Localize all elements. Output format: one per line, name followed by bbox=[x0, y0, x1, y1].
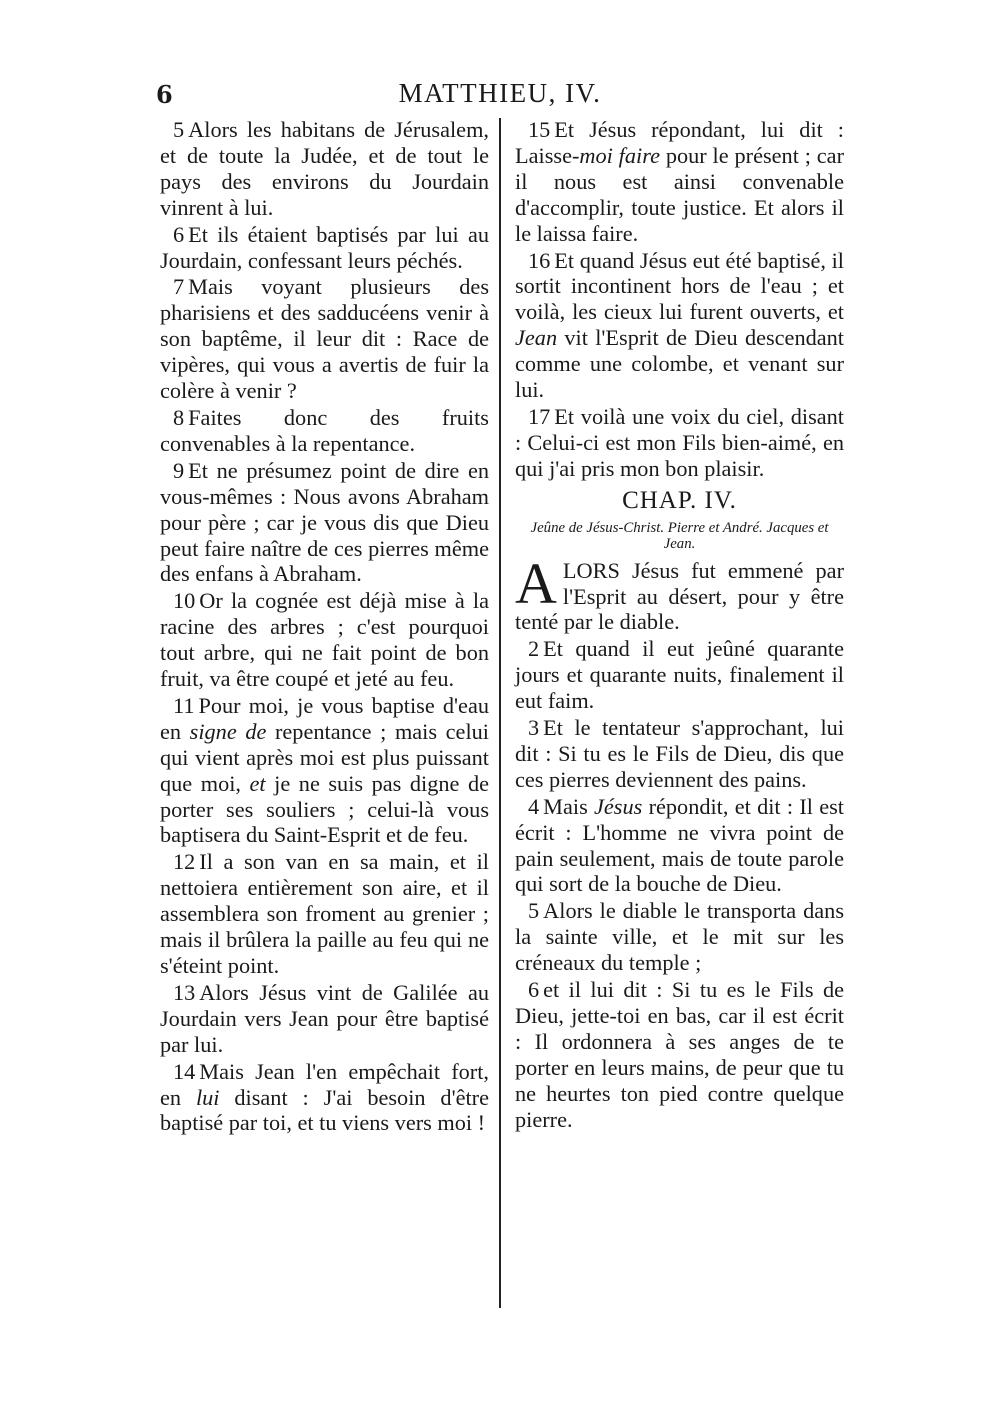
verse-number: 14 bbox=[173, 1058, 196, 1084]
verse-number: 16 bbox=[528, 247, 551, 273]
verse-3-15 bbox=[515, 117, 844, 247]
verse-text: Alors Jésus vint de Galilée au Jourdain vers Jean pour être baptisé par lui. bbox=[160, 979, 489, 1057]
verse-text: Et le tentateur s'approchant, lui dit : Si tu es le Fils de Dieu, dis que ces pierres deviennent des pains. bbox=[515, 715, 844, 792]
verse-text: Mais voyant plusieurs des pharisiens et des sadducéens venir à son baptême, il leur dit : Race de vipères, qui vous a avertis de fuir la colère à venir ? bbox=[160, 274, 489, 404]
verse-number: 5 bbox=[173, 117, 185, 142]
verse-number: 13 bbox=[173, 979, 196, 1005]
verse-number: 5 bbox=[528, 898, 540, 924]
chapter-summary: Jeûne de Jésus-Christ. Pierre et André. Jacques et Jean. bbox=[530, 519, 829, 552]
verse-text: répondit, et dit : Il est écrit : L'homme ne vivra point de pain seulement, mais de toute parole qui sort de la bouche de Dieu. bbox=[515, 793, 844, 897]
verse-number: 4 bbox=[528, 793, 540, 819]
verse-3-8 bbox=[160, 405, 489, 457]
verse-text-italic: signe de bbox=[189, 718, 267, 744]
verse-text-italic: moi faire bbox=[579, 142, 660, 168]
verse-3-16 bbox=[515, 248, 844, 403]
verse-3-11 bbox=[160, 693, 489, 848]
verse-text-italic: Jésus bbox=[594, 793, 643, 819]
verse-3-10 bbox=[160, 588, 489, 692]
drop-cap: A bbox=[515, 550, 557, 616]
verse-text: LORS Jésus fut emmené par l'Esprit au désert, pour y être tenté par le diable. bbox=[515, 557, 844, 635]
verse-text: Alors les habitans de Jérusalem, et de toute la Judée, et de tout le pays des environs du Jourdain vinrent à lui. bbox=[160, 117, 489, 220]
verse-number: 7 bbox=[173, 274, 185, 300]
column-divider bbox=[499, 118, 501, 1308]
verse-text: Et quand Jésus eut été baptisé, il sortit incontinent hors de l'eau ; et voilà, les cieux lui furent ouverts, et bbox=[515, 247, 844, 325]
verse-text-italic: et bbox=[249, 770, 266, 796]
verse-text: Et ne présumez point de dire en vous-mêmes : Nous avons Abraham pour père ; car je vous dis que Dieu peut faire naître de ces pierres même des enfans à Abraham. bbox=[160, 457, 489, 587]
chapter-title: CHAP. IV. bbox=[622, 486, 737, 514]
page-number: 6 bbox=[156, 80, 173, 109]
running-head: MATTHIEU, IV. bbox=[398, 78, 602, 108]
verse-number: 2 bbox=[528, 636, 540, 662]
verse-text: Et ils étaient baptisés par lui au Jourdain, confessant leurs péchés. bbox=[160, 221, 489, 273]
verse-number: 12 bbox=[173, 849, 196, 875]
verse-3-13 bbox=[160, 980, 489, 1058]
verse-text: repentance ; mais celui qui vient après moi est plus puissant que moi, bbox=[160, 718, 489, 796]
verse-text: Faites donc des fruits convenables à la repentance. bbox=[160, 404, 489, 456]
verse-text: pour le présent ; car il nous est ainsi convenable d'accomplir, toute justice. Et alors il le laissa faire. bbox=[515, 142, 844, 246]
verse-text: Et quand il eut jeûné quarante jours et quarante nuits, finalement il eut faim. bbox=[515, 636, 844, 714]
verse-text: Mais Jean l'en empêchait fort, en bbox=[160, 1058, 489, 1110]
verse-text: Alors le diable le transporta dans la sainte ville, et le mit sur les créneaux du temple ; bbox=[515, 898, 844, 976]
verse-text: Et voilà une voix du ciel, disant : Celui-ci est mon Fils bien-aimé, en qui j'ai pris mon bon plaisir. bbox=[515, 403, 844, 481]
verse-number: 10 bbox=[173, 588, 196, 614]
verse-number: 9 bbox=[173, 457, 185, 483]
verse-number: 8 bbox=[173, 404, 185, 430]
verse-text: Pour moi, je vous baptise d'eau en bbox=[160, 692, 489, 744]
verse-3-6 bbox=[160, 222, 489, 274]
verse-text-italic: lui bbox=[195, 1084, 220, 1110]
verse-number: 3 bbox=[528, 715, 540, 741]
verse-number: 15 bbox=[528, 117, 551, 142]
verse-text-italic: Jean bbox=[515, 325, 558, 351]
verse-text: je ne suis pas digne de porter ses souliers ; celui-là vous baptisera du Saint-Esprit et de feu. bbox=[160, 770, 489, 848]
verse-4-3 bbox=[515, 715, 844, 793]
verse-3-7 bbox=[160, 274, 489, 404]
verse-text: Et Jésus répondant, lui dit : Laisse- bbox=[515, 117, 844, 168]
verse-4-2 bbox=[515, 636, 844, 714]
verse-number: 17 bbox=[528, 403, 551, 429]
verse-3-5 bbox=[160, 117, 489, 221]
verse-number: 6 bbox=[173, 221, 185, 247]
verse-number: 6 bbox=[528, 977, 540, 1003]
verse-3-14 bbox=[160, 1059, 489, 1137]
verse-text: Or la cognée est déjà mise à la racine des arbres ; c'est pourquoi tout arbre, qui ne fait point de bon fruit, va être coupé et jeté au feu. bbox=[160, 588, 489, 692]
verse-text: Il a son van en sa main, et il nettoiera entièrement son aire, et il assemblera son froment au grenier ; mais il brûlera la paille au feu qui ne s'éteint point. bbox=[160, 849, 489, 978]
verse-3-12 bbox=[160, 849, 489, 979]
verse-4-4 bbox=[515, 794, 844, 898]
verse-number: 11 bbox=[173, 692, 195, 718]
left-column bbox=[160, 117, 489, 1137]
verse-text: disant : J'ai besoin d'être baptisé par toi, et tu viens vers moi ! bbox=[160, 1084, 490, 1136]
verse-text: vit l'Esprit de Dieu descendant comme une colombe, et venant sur lui. bbox=[515, 325, 844, 403]
verse-3-17 bbox=[515, 404, 844, 482]
right-column bbox=[515, 117, 844, 1134]
verse-3-9 bbox=[160, 458, 489, 588]
verse-4-5 bbox=[515, 898, 844, 976]
verse-text: Mais bbox=[543, 793, 595, 819]
verse-4-6 bbox=[515, 977, 844, 1132]
verse-4-1 bbox=[515, 550, 844, 636]
verse-text: et il lui dit : Si tu es le Fils de Dieu, jette-toi en bas, car il est écrit : Il ordonnera à ses anges de te porter en leurs mains, de peur que tu ne heurtes ton pied contre quelque pierre. bbox=[515, 977, 844, 1132]
